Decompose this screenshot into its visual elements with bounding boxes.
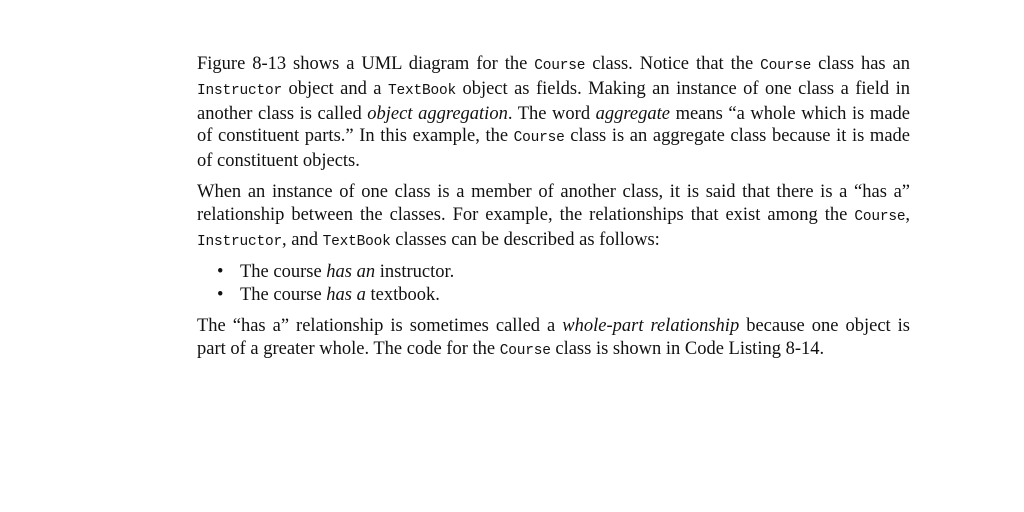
text-run: class has an [811,54,911,74]
code-course: Course [513,130,565,147]
code-course: Course [854,208,906,225]
term-whole-part-relationship: whole-part relationship [562,315,740,336]
text-run: textbook. [365,285,440,306]
document-page [197,53,910,363]
code-textbook: TextBook [387,82,456,99]
text-run: object and a [282,78,388,99]
text-run: The course [240,262,327,283]
term-aggregate: aggregate [595,103,670,124]
list-item [217,284,910,307]
code-course: Course [534,58,586,74]
paragraph-whole-part [197,315,910,363]
bullet-list [197,261,910,307]
text-run: class is shown in Code Listing 8-14. [550,338,825,359]
text-run: , [905,204,910,225]
text-run: because one object is part of a greater whole. The code for the [197,315,911,359]
text-run: The course [240,285,327,306]
paragraph-object-aggregation [197,53,910,173]
paragraph-has-a-relationship [197,181,910,253]
text-run: , and [282,229,323,250]
bullet-icon: • [217,262,224,283]
text-run: . The word [507,103,596,124]
code-course: Course [760,58,812,74]
emphasis-has-an: has an [326,262,376,283]
code-course: Course [499,342,551,359]
code-instructor: Instructor [197,233,283,250]
text-run: When an instance of one class is a member of another class, it is said that there is a “has a” relationship between the classes. For example, the relationships that exist among the [197,181,910,225]
text-run: object as fields. Making an instance of one class a field in another class is called [197,78,910,124]
term-object-aggregation: object aggregation [367,103,508,124]
bullet-icon: • [217,285,224,306]
text-run: means “a whole which is made of constituent parts.” In this example, the [197,103,910,147]
code-textbook: TextBook [322,233,391,250]
text-run: Figure 8-13 shows a UML diagram for the [197,54,535,74]
text-run: class. Notice that the [585,54,761,74]
list-item [217,261,910,284]
text-run: class is an aggregate class because it is made of constituent objects. [197,126,910,172]
emphasis-has-a: has a [326,285,366,306]
text-run: instructor. [375,262,455,283]
text-run: classes can be described as follows: [390,229,660,250]
text-run: The “has a” relationship is sometimes called a [197,315,563,336]
code-instructor: Instructor [197,82,283,99]
